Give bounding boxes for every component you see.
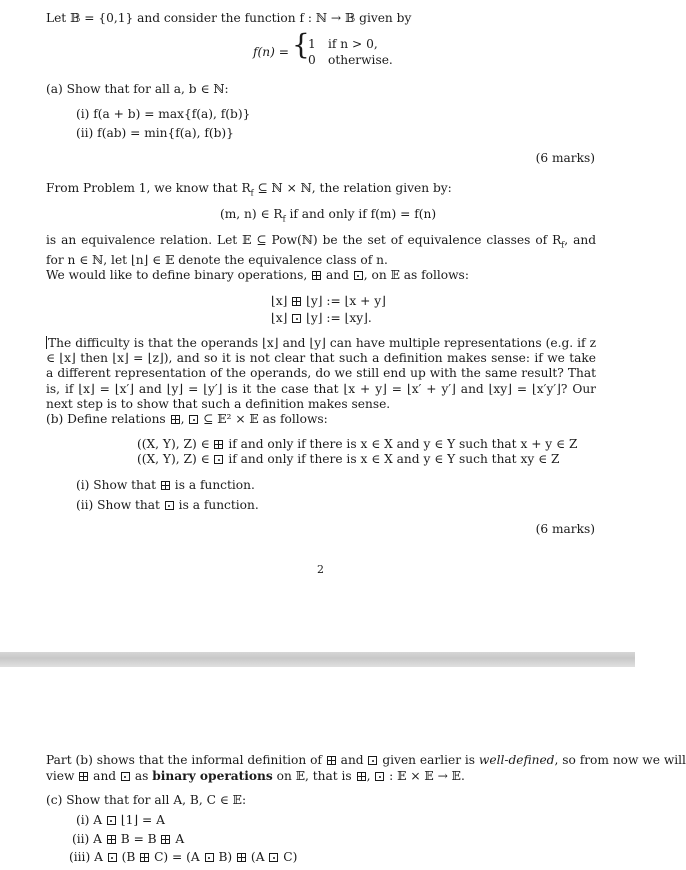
equivalence-subscript: f	[561, 240, 565, 250]
part-c-iii	[69, 850, 297, 865]
boxdot-operator-icon	[368, 756, 377, 765]
view-6: : 𝔼 × 𝔼 → 𝔼.	[385, 769, 465, 783]
c-iii-3: C) = (A	[150, 850, 204, 864]
c-iii-2: (B	[117, 850, 140, 864]
view-bold: binary operations	[152, 769, 273, 783]
intro-text: Let 𝔹 = {0,1} and consider the function f : ℕ → 𝔹 given by	[46, 11, 412, 25]
c-iii-1: (iii) A	[69, 850, 107, 864]
summary-3: given earlier is	[378, 753, 479, 767]
boxdot-operator-icon	[354, 271, 363, 280]
boxplus-operator-icon	[79, 772, 88, 781]
part-a-i: (i) f(a + b) = max{f(a), f(b)}	[76, 107, 251, 121]
boxplus-operator-icon	[357, 772, 366, 781]
def-boxdot-r: ⌊y⌋ := ⌊xy⌋.	[302, 311, 372, 325]
part-c-ii	[72, 832, 184, 847]
def-boxplus-r: ⌊y⌋ := ⌊x + y⌋	[302, 294, 386, 308]
def-boxplus-l: ⌊x⌋	[271, 294, 292, 308]
define-ops-2: and	[322, 268, 353, 282]
boxplus-operator-icon	[107, 835, 116, 844]
marks-part-a: (6 marks)	[535, 151, 595, 165]
problem1-text-rest: ⊆ ℕ × ℕ, the relation given by:	[253, 181, 452, 195]
define-ops-text	[46, 268, 469, 283]
equivalence-text-2: , and for n ∈ ℕ, let ⌊n⌋ ∈ 𝔼 denote the equivalence class of n.	[46, 233, 596, 267]
part-b-summary	[46, 753, 686, 768]
part-b-ii-1: (ii) Show that	[76, 498, 164, 512]
problem1-text-main: From Problem 1, we know that R	[46, 181, 251, 195]
c-iii-4: B)	[214, 850, 237, 864]
part-b-i-2: is a function.	[170, 478, 255, 492]
boxdot-operator-icon	[214, 455, 223, 464]
case2-condition: otherwise.	[328, 53, 393, 67]
define-ops-3: , on 𝔼 as follows:	[363, 268, 469, 282]
summary-emphasis: well-defined	[478, 753, 555, 767]
c-ii-2: B = B	[116, 832, 161, 846]
boxplus-operator-icon	[327, 756, 336, 765]
view-4: on 𝔼, that is	[272, 769, 356, 783]
part-b-i-1: (i) Show that	[76, 478, 160, 492]
part-a-heading: (a) Show that for all a, b ∈ ℕ:	[46, 82, 229, 96]
relation-subscript: f	[282, 214, 286, 224]
def-boxdot	[271, 311, 372, 326]
relation-boxplus	[137, 437, 577, 452]
boxdot-operator-icon	[375, 772, 384, 781]
f-definition-lhs: f(n) =	[253, 45, 289, 59]
boxdot-operator-icon	[108, 853, 117, 862]
case1-condition: if n > 0,	[328, 37, 378, 51]
problem1-text	[46, 181, 452, 200]
c-iii-6: C)	[279, 850, 298, 864]
view-1: view	[46, 769, 79, 783]
c-ii-3: A	[171, 832, 185, 846]
part-b-3: ⊆ 𝔼² × 𝔼 as follows:	[199, 412, 328, 426]
difficulty-paragraph	[46, 336, 596, 412]
relation-definition	[220, 207, 436, 226]
boxdot-operator-icon	[292, 314, 301, 323]
boxplus-operator-icon	[140, 853, 149, 862]
c-i-2: ⌊1⌋ = A	[116, 813, 165, 827]
relation-boxdot	[137, 452, 559, 467]
problem1-subscript: f	[250, 188, 254, 198]
part-c-heading: (c) Show that for all A, B, C ∈ 𝔼:	[46, 793, 247, 807]
boxplus-operator-icon	[171, 415, 180, 424]
part-c-i	[76, 813, 165, 828]
boxdot-operator-icon	[165, 501, 174, 510]
part-a-ii: (ii) f(ab) = min{f(a), f(b)}	[76, 126, 234, 140]
part-b-ii-2: is a function.	[174, 498, 259, 512]
boxplus-operator-icon	[161, 481, 170, 490]
view-3: as	[130, 769, 153, 783]
equivalence-text-1: is an equivalence relation. Let 𝔼 ⊆ Pow(ℕ) be the set of equivalence classes of R	[46, 233, 562, 247]
relation-lhs: (m, n) ∈ R	[220, 207, 283, 221]
def-boxplus	[271, 294, 386, 309]
marks-part-b: (6 marks)	[535, 522, 595, 536]
boxplus-operator-icon	[292, 297, 301, 306]
boxdot-operator-icon	[189, 415, 198, 424]
boxdot-operator-icon	[269, 853, 278, 862]
def-boxdot-l: ⌊x⌋	[271, 311, 292, 325]
boxplus-operator-icon	[161, 835, 170, 844]
summary-4: , so from now we will	[554, 753, 686, 767]
relation-boxdot-1: ((X, Y), Z) ∈	[137, 452, 214, 466]
summary-2: and	[336, 753, 368, 767]
boxdot-operator-icon	[107, 816, 116, 825]
part-b-i	[76, 478, 255, 493]
boxplus-operator-icon	[214, 440, 223, 449]
c-iii-5: (A	[247, 850, 269, 864]
part-b-heading	[46, 412, 328, 427]
text-cursor	[46, 336, 47, 349]
c-ii-1: (ii) A	[72, 832, 106, 846]
define-ops-1: We would like to define binary operations,	[46, 268, 312, 282]
boxdot-operator-icon	[205, 853, 214, 862]
piecewise-brace: {	[292, 28, 310, 61]
c-i-1: (i) A	[76, 813, 106, 827]
summary-1: Part (b) shows that the informal definition of	[46, 753, 326, 767]
equivalence-text	[46, 233, 596, 268]
relation-boxplus-1: ((X, Y), Z) ∈	[137, 437, 214, 451]
case1-value: 1	[308, 37, 316, 51]
view-2: and	[89, 769, 120, 783]
boxplus-operator-icon	[312, 271, 321, 280]
case2-value: 0	[308, 53, 316, 67]
page-separator	[0, 652, 635, 667]
view-as-operations	[46, 769, 465, 784]
boxplus-operator-icon	[237, 853, 246, 862]
part-b-1: (b) Define relations	[46, 412, 170, 426]
page-2	[0, 667, 686, 870]
boxdot-operator-icon	[121, 772, 130, 781]
relation-boxdot-2: if and only if there is x ∈ X and y ∈ Y such that xy ∈ Z	[224, 452, 560, 466]
part-b-2: ,	[180, 412, 189, 426]
relation-boxplus-2: if and only if there is x ∈ X and y ∈ Y such that x + y ∈ Z	[224, 437, 578, 451]
page-number: 2	[317, 563, 324, 576]
relation-rhs: if and only if f(m) = f(n)	[285, 207, 437, 221]
view-5: ,	[366, 769, 375, 783]
difficulty-text: The difficulty is that the operands ⌊x⌋ and ⌊y⌋ can have multiple representations (e.g. if z ∈ ⌊x⌋ then ⌊x⌋ = ⌊z⌋), and so it is not clear that such a definition makes sense: if we take a different representation of the operands, do we still end up with the same result? That is, if ⌊x⌋ = ⌊x′⌋ and ⌊y⌋ = ⌊y′⌋ is it the case that ⌊x + y⌋ = ⌊x′ + y′⌋ and ⌊xy⌋ = ⌊x′y′⌋? Our next step is to show that such a definition makes sense.	[46, 336, 596, 411]
part-b-ii	[76, 498, 259, 513]
